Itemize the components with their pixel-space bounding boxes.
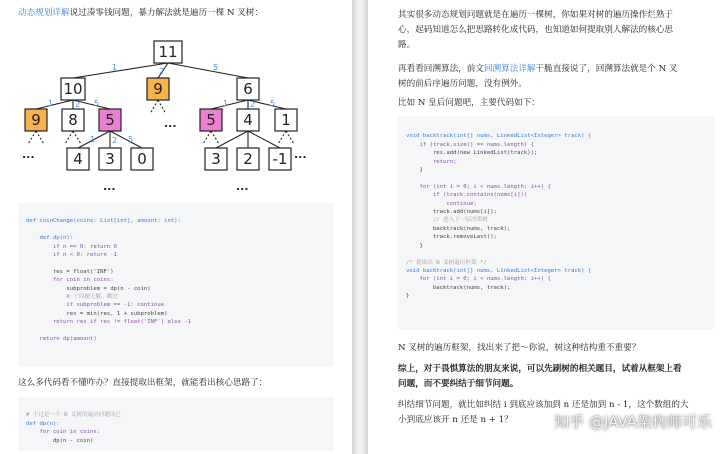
code-line: return res if res != float('INF') else -1 — [26, 319, 192, 326]
code-block-backtrack — [398, 116, 714, 330]
edge-label: 5 — [213, 63, 219, 72]
tree-node — [237, 109, 259, 131]
paragraph-details: 纠结细节问题，就比如纠结 i 到底应该加到 n 还是加到 n - 1，这个数组的大 小到底应该开 n 还是 n + 1？ — [398, 400, 689, 425]
code-line: } — [406, 167, 423, 174]
edge-label: 2 — [159, 67, 165, 76]
tree-node — [205, 148, 227, 170]
paragraph-tree-traversal: 其实很多动态规划问题就是在遍历一棵树，你如果对树的遍历操作烂熟于 心，起码知道怎么把思路转化成代码，也知道如何提取别人解法的核心思 路。 — [398, 10, 674, 50]
code-block-coin-change — [18, 203, 334, 367]
book-gutter — [352, 0, 368, 454]
code-line: # 子问题无解，跳过 — [26, 294, 118, 301]
edge-label: 1 — [90, 135, 96, 144]
svg-text:-1: -1 — [272, 150, 288, 168]
ellipsis: ... — [294, 148, 307, 161]
code-line: def dp(n): — [26, 420, 60, 427]
code-line: } — [406, 293, 410, 300]
tree-node — [67, 148, 89, 170]
code-line: # 不过是一个 N 叉树的遍历问题而已 — [26, 412, 122, 419]
svg-text:5: 5 — [206, 111, 216, 129]
code-line: return dp(amount) — [26, 336, 97, 343]
tree-node — [99, 148, 121, 170]
tree-node — [237, 78, 259, 100]
code-line: continue; — [406, 200, 477, 207]
svg-text:9: 9 — [31, 111, 41, 129]
svg-text:11: 11 — [158, 43, 178, 61]
code-line: res = min(res, 1 + subproblem) — [26, 310, 168, 317]
edge-label: 2 — [112, 136, 118, 145]
svg-text:0: 0 — [137, 150, 147, 168]
tree-node — [62, 109, 84, 131]
code-line: if subproblem == -1: continue — [26, 302, 165, 309]
tree-node — [131, 148, 153, 170]
tree-node-highlight-orange — [147, 78, 169, 100]
paragraph-summary: 综上，对于畏惧算法的朋友来说，可以先刷树的相关题目，试着从框架上看 问题，而不要纠结于细节问题。 — [398, 364, 682, 389]
edge-label: 1 — [48, 99, 54, 108]
svg-text:2: 2 — [243, 150, 253, 168]
code-line: track.add(nums[i]); — [406, 209, 497, 216]
tree-node-highlight-pink — [200, 109, 222, 131]
code-line: for coin in coins: — [26, 277, 114, 284]
svg-text:4: 4 — [73, 150, 83, 168]
svg-text:3: 3 — [105, 150, 115, 168]
paragraph-framework-importance: N 叉树的遍历框架，找出来了把～你说，树这种结构重不重要？ — [398, 343, 641, 353]
edge-label: 1 — [223, 99, 229, 108]
tree-node — [269, 148, 291, 170]
code-line: backtrack(nums, track); — [406, 225, 511, 232]
ellipsis: ... — [164, 117, 177, 130]
code-line: backtrack(nums, track); — [406, 284, 511, 291]
code-line: void backtrack(int[] nums, LinkedList<Integer> track) { — [406, 133, 592, 140]
edge-label: 2 — [250, 100, 256, 109]
after-code-paragraph: 这么多代码看不懂咋办？直接提取出框架，就能看出核心思路了： — [18, 378, 268, 388]
paragraph-n-queens: 比如 N 皇后问题吧，主要代码如下： — [398, 98, 540, 108]
code-line: /* 提取出 N 叉树遍历框架 */ — [406, 259, 487, 266]
svg-text:3: 3 — [211, 150, 221, 168]
code-line: if (track.contains(nums[i])) — [406, 192, 528, 199]
ellipsis: ... — [103, 180, 116, 193]
code-line: track.removeLast(); — [406, 234, 497, 241]
watermark: 知乎 @JAVA架构师可乐 — [554, 413, 712, 431]
right-page — [368, 0, 720, 454]
intro-paragraph — [18, 6, 338, 21]
svg-text:5: 5 — [105, 111, 115, 129]
code-line: // 进入下一层决策树 — [406, 217, 488, 224]
tree-root-node — [154, 41, 182, 63]
tree-node — [275, 109, 297, 131]
left-page — [0, 0, 352, 454]
code-line: for (int i = 0; i < nums.length; i++) { — [406, 183, 551, 190]
n-ary-tree-diagram — [18, 30, 318, 194]
code-line: for (int i = 0; i < nums.length; i++) { — [406, 276, 551, 283]
code-line: void backtrack(int[] nums, LinkedList<Integer> track) { — [406, 267, 592, 274]
code-line: subproblem = dp(n - coin) — [26, 285, 151, 292]
edge-label: 5 — [270, 99, 276, 108]
ellipsis: ... — [22, 148, 35, 161]
intro-text: 说过凑零钱问题，暴力解法就是遍历一棵 N 叉树： — [69, 8, 264, 18]
code-block-framework — [18, 397, 334, 451]
svg-text:9: 9 — [153, 80, 163, 98]
edge-label: 5 — [94, 99, 100, 108]
code-line: } — [406, 242, 423, 249]
code-line: if (track.size() == nums.length) { — [406, 141, 534, 148]
svg-text:6: 6 — [243, 80, 253, 98]
dp-article-link[interactable]: 动态规划详解 — [18, 8, 70, 18]
code-line: def coinChange(coins: List[int], amount: int): — [26, 218, 181, 225]
code-line: res = float('INF') — [26, 268, 114, 275]
code-line: return; — [406, 158, 457, 165]
svg-text:8: 8 — [68, 111, 78, 129]
paragraph-backtracking: 再看看回溯算法，前文回溯算法详解干脆直接说了，回溯算法就是个 N 叉 树的前后序遍历问题，没有例外。 — [398, 64, 678, 89]
ellipsis: ... — [236, 180, 249, 193]
tree-node — [237, 148, 259, 170]
code-line: if n == 0: return 0 — [26, 243, 117, 250]
svg-text:1: 1 — [281, 111, 291, 129]
backtracking-article-link[interactable]: 回溯算法详解 — [483, 64, 536, 74]
tree-node-highlight-pink — [99, 109, 121, 131]
code-line: for coin in coins: — [26, 429, 101, 436]
tree-node — [61, 78, 85, 100]
edge-label: 2 — [75, 100, 81, 109]
edge-label: 5 — [128, 135, 134, 144]
edge-label: 1 — [112, 63, 118, 72]
tree-node-highlight-orange — [25, 109, 47, 131]
code-line: def dp(n): — [26, 235, 74, 242]
code-line: dp(n - coin) — [26, 437, 94, 444]
code-line: if n < 0: return -1 — [26, 252, 117, 259]
code-line: res.add(new LinkedList(track)); — [406, 150, 538, 157]
svg-text:10: 10 — [63, 80, 83, 98]
svg-text:4: 4 — [243, 111, 253, 129]
